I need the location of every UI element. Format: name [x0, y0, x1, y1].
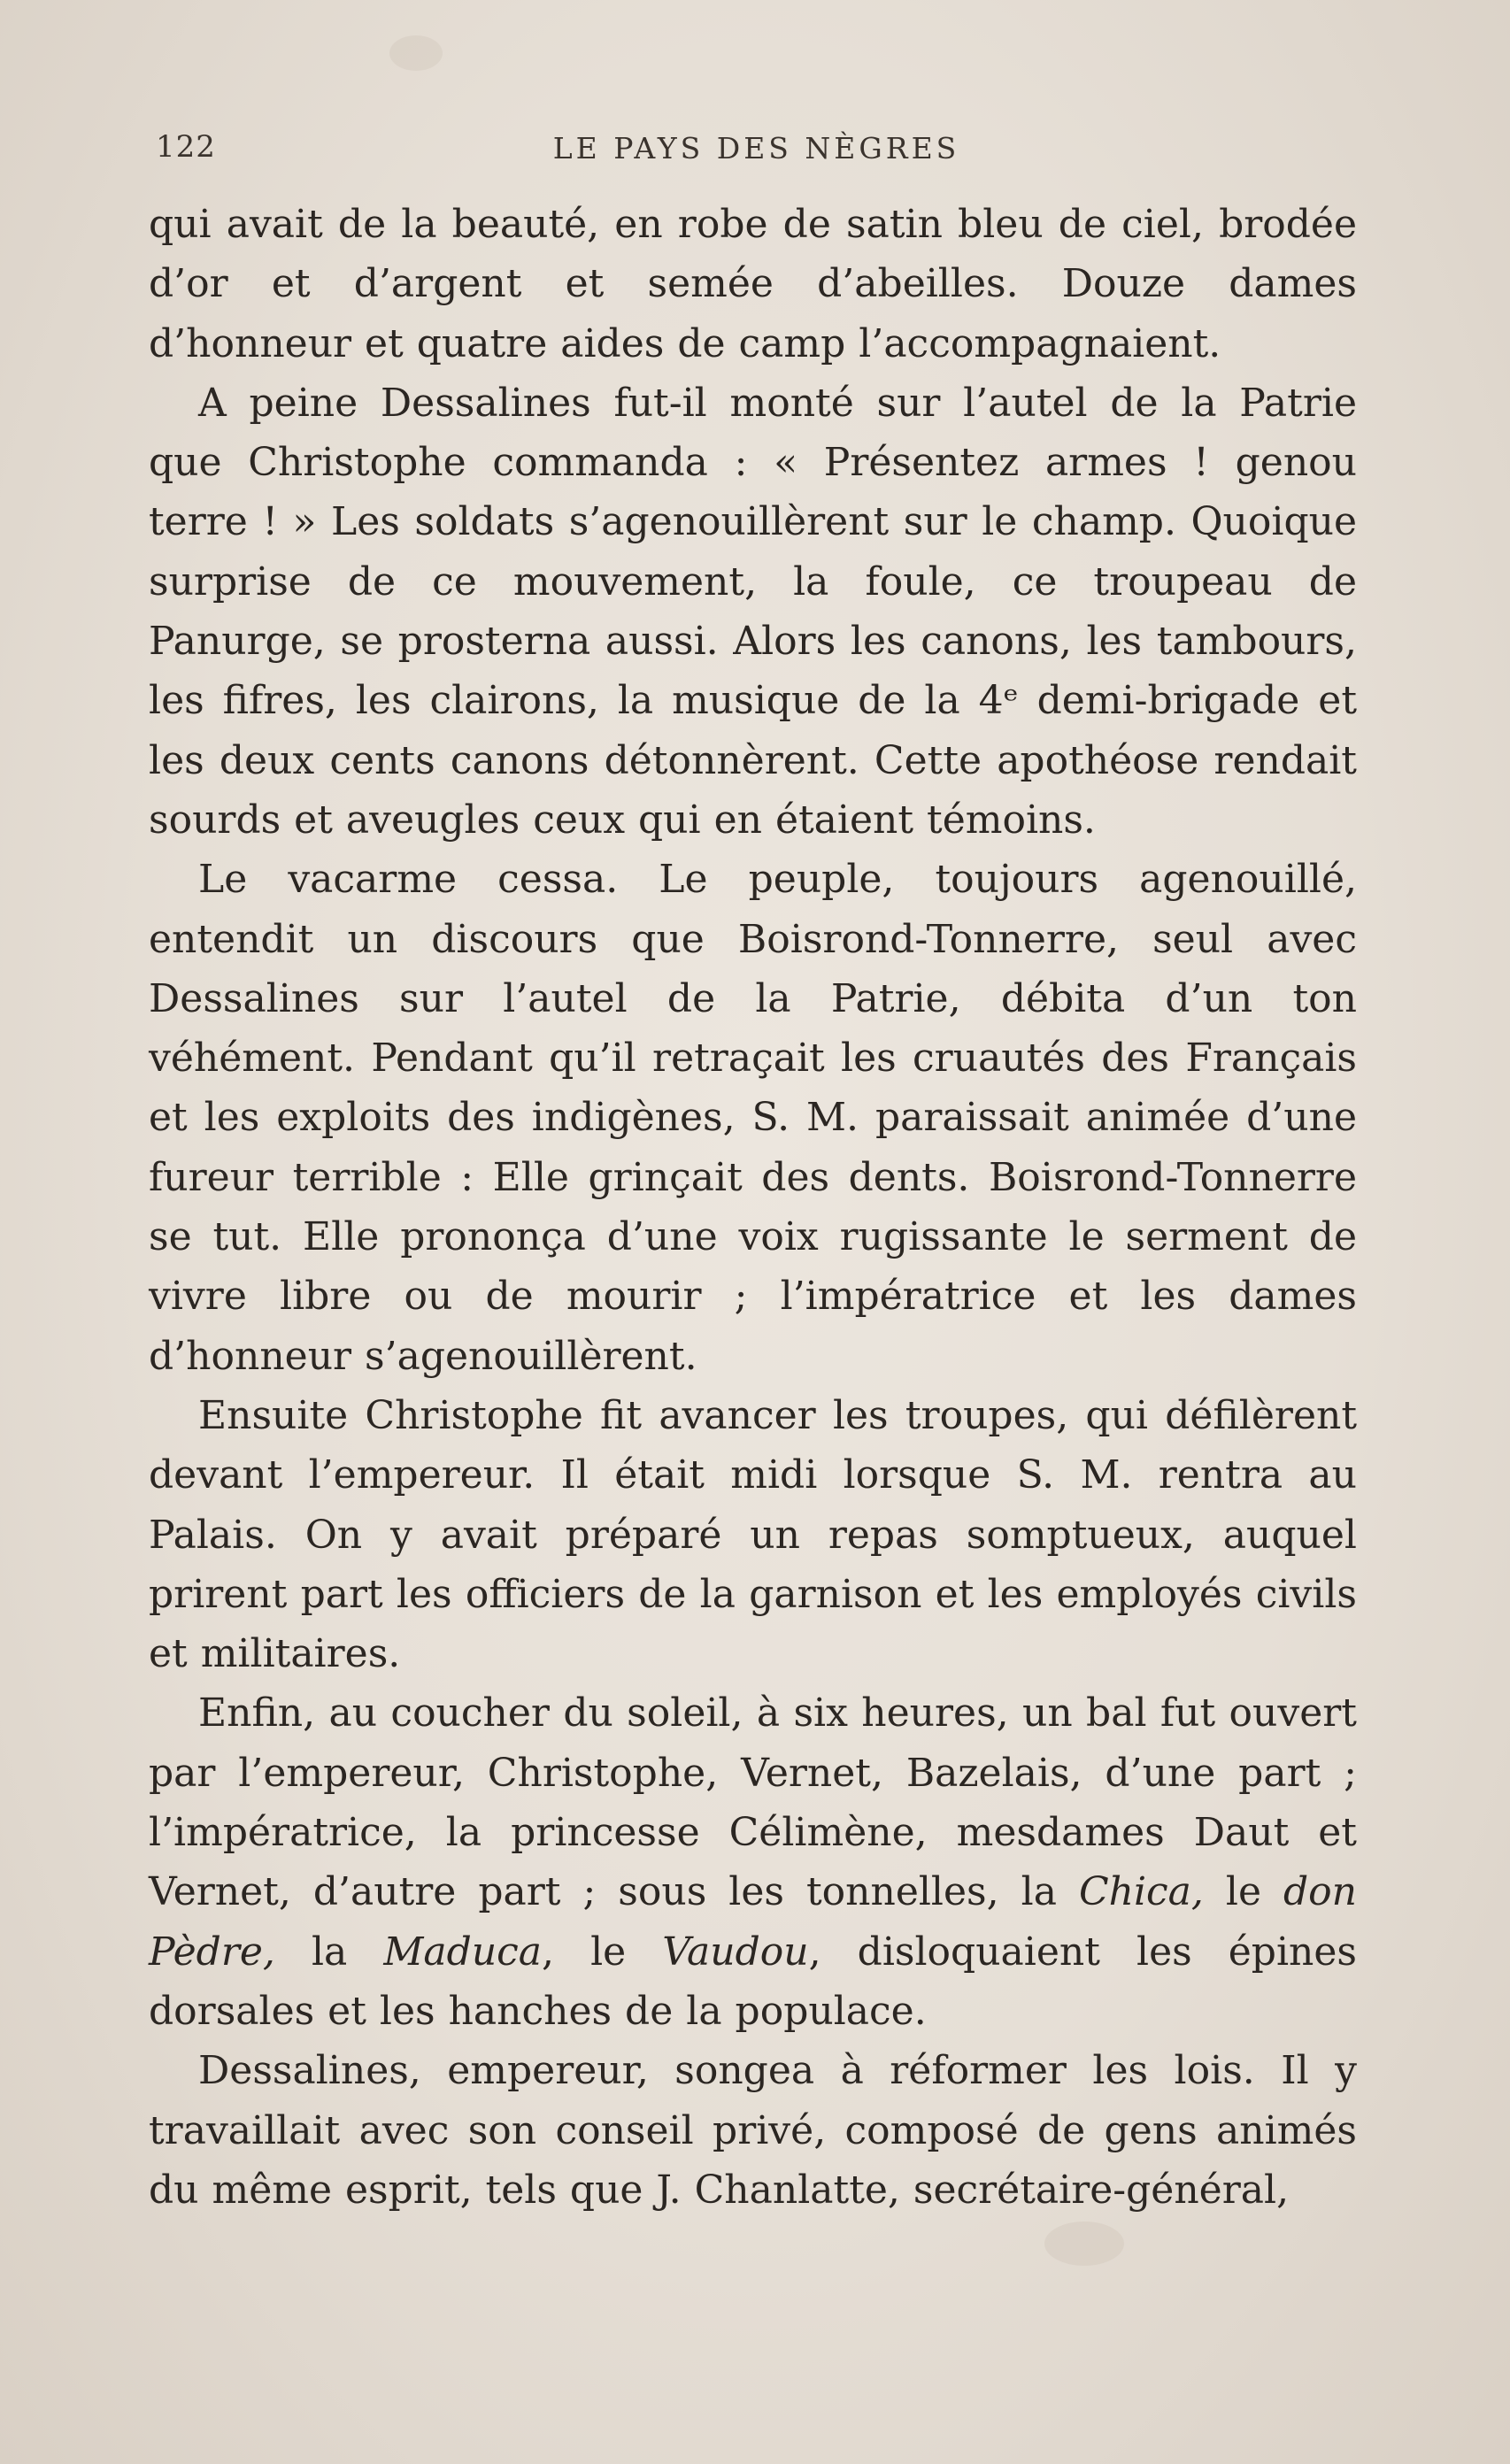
- page-number: 122: [156, 129, 216, 165]
- body-text: [149, 195, 1357, 2220]
- paper-stain: [1044, 2221, 1124, 2266]
- paragraph-5-text: , le: [542, 1929, 663, 1975]
- dance-name-vaudou: Vaudou: [662, 1929, 809, 1975]
- running-title: LE PAYS DES NÈGRES: [552, 131, 960, 166]
- page-header: [156, 129, 1357, 175]
- paragraph-5-text: Enfin, au coucher du soleil, à six heures, un bal fut ouvert par l’empereur, Christophe, Vernet, Bazelais, d’une part ; l’impératrice, la princesse Célimène, mesdames Daut et Vernet, d’autre part ; sous les tonnelles, la: [149, 1690, 1357, 1915]
- paragraph-5-text: , disloquaient les épines dorsales et les hanches de la populace.: [149, 1929, 1357, 2034]
- paper-stain: [389, 35, 443, 71]
- paragraph-6: Dessalines, empereur, songea à réformer les lois. Il y travaillait avec son conseil privé, composé de gens animés du même esprit, tels que J. Chanlatte, secrétaire-général,: [149, 2048, 1357, 2213]
- paragraph-2: A peine Dessalines fut-il monté sur l’autel de la Patrie que Christophe commanda : « Présentez armes ! genou terre ! » Les soldats s’agenouillèrent sur le champ. Quoique surprise de ce mouvement, la foule, ce troupeau de Panurge, se prosterna aussi. Alors les canons, les tambours, les fifres, les clairons, la musique de la 4ᵉ demi-brigade et les deux cents canons détonnèrent. Cette apothéose rendait sourds et aveugles ceux qui en étaient témoins.: [149, 380, 1357, 843]
- paragraph-1: qui avait de la beauté, en robe de satin bleu de ciel, brodée d’or et d’argent et semée d’abeilles. Douze dames d’honneur et quatre aides de camp l’accompagnaient.: [149, 202, 1357, 366]
- paragraph-5-text: le: [1203, 1869, 1283, 1915]
- paragraph-5-text: la: [274, 1929, 384, 1975]
- dance-name-maduca: Maduca: [383, 1929, 543, 1975]
- dance-name-chica: Chica,: [1078, 1869, 1204, 1915]
- paragraph-5: [149, 1683, 1357, 2041]
- paragraph-4: Ensuite Christophe fit avancer les troupes, qui défilèrent devant l’empereur. Il était midi lorsque S. M. rentra au Palais. On y avait préparé un repas somptueux, auquel prirent part les officiers de la garnison et les employés civils et militaires.: [149, 1392, 1357, 1677]
- paragraph-3: Le vacarme cessa. Le peuple, toujours agenouillé, entendit un discours que Boisrond-Tonnerre, seul avec Dessalines sur l’autel de la Patrie, débita d’un ton véhément. Pendant qu’il retraçait les cruautés des Français et les exploits des indigènes, S. M. paraissait animée d’une fureur terrible : Elle grinçait des dents. Boisrond-Tonnerre se tut. Elle prononça d’une voix rugissante le serment de vivre libre ou de mourir ; l’impératrice et les dames d’honneur s’agenouillèrent.: [149, 857, 1357, 1379]
- dance-name-don-pedre: don Pèdre,: [149, 1869, 1357, 1975]
